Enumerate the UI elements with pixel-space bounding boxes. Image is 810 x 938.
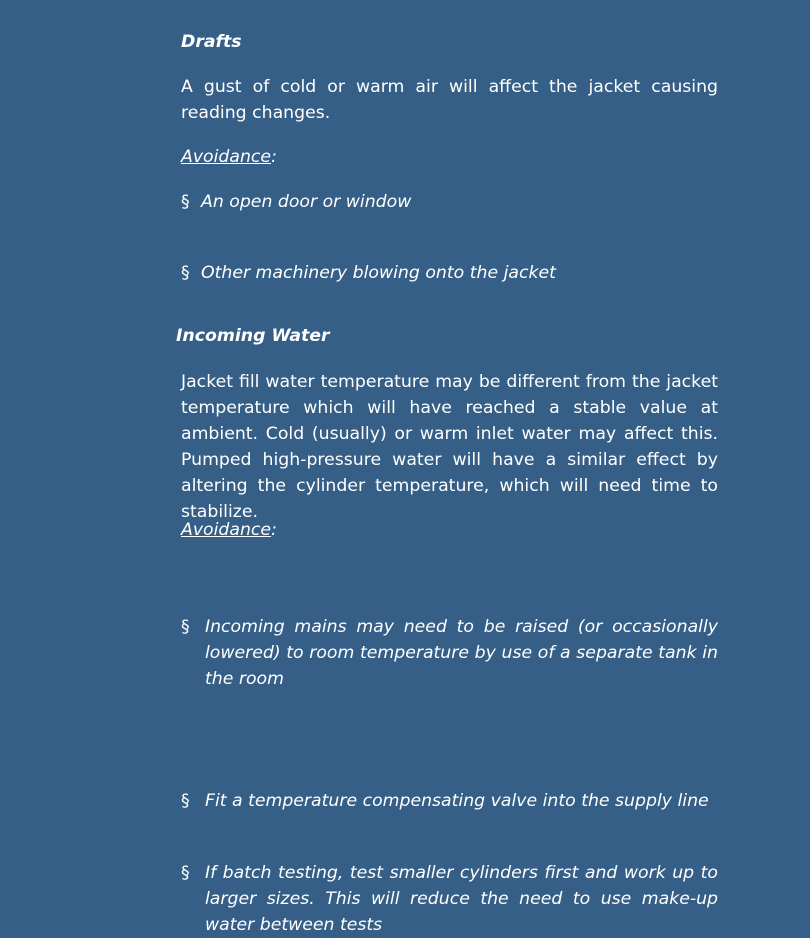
bullet-text: An open door or window	[201, 192, 412, 212]
section-mark-icon: §	[181, 263, 190, 283]
section-mark-icon: §	[181, 192, 190, 212]
incoming-water-bullet-3	[181, 860, 718, 938]
bullet-text: Other machinery blowing onto the jacket	[201, 263, 556, 283]
section-mark-icon: §	[181, 617, 190, 637]
drafts-paragraph: A gust of cold or warm air will affect the jacket causing reading changes.	[181, 77, 718, 123]
avoidance-colon: :	[271, 147, 277, 167]
drafts-bullet-2	[181, 260, 718, 286]
avoidance-colon: :	[271, 520, 277, 540]
incoming-water-paragraph: Jacket fill water temperature may be different from the jacket temperature which will have reached a stable value at ambient. Cold (usually) or warm inlet water may affect this. Pumped high-pressure water will have a similar effect by altering the cylinder temperature, which will need time to stabilize.	[181, 372, 718, 522]
incoming-water-avoidance-label	[181, 517, 718, 543]
avoidance-label-text: Avoidance	[181, 520, 272, 540]
bullet-text: Fit a temperature compensating valve into the supply line	[205, 791, 709, 811]
bullet-text: Incoming mains may need to be raised (or occasionally lowered) to room temperature by use of a separate tank in the room	[205, 617, 718, 689]
section-mark-icon: §	[181, 863, 190, 883]
incoming-water-heading: Incoming Water	[176, 326, 330, 346]
section-mark-icon: §	[181, 791, 190, 811]
incoming-water-bullet-2	[181, 788, 718, 814]
incoming-water-bullet-1	[181, 614, 718, 692]
bullet-text: If batch testing, test smaller cylinders first and work up to larger sizes. This will reduce the need to use make-up water between tests	[205, 863, 718, 935]
drafts-bullet-1	[181, 189, 718, 215]
drafts-heading: Drafts	[181, 32, 242, 52]
drafts-avoidance-label	[181, 144, 718, 170]
avoidance-label-text: Avoidance	[181, 147, 272, 167]
